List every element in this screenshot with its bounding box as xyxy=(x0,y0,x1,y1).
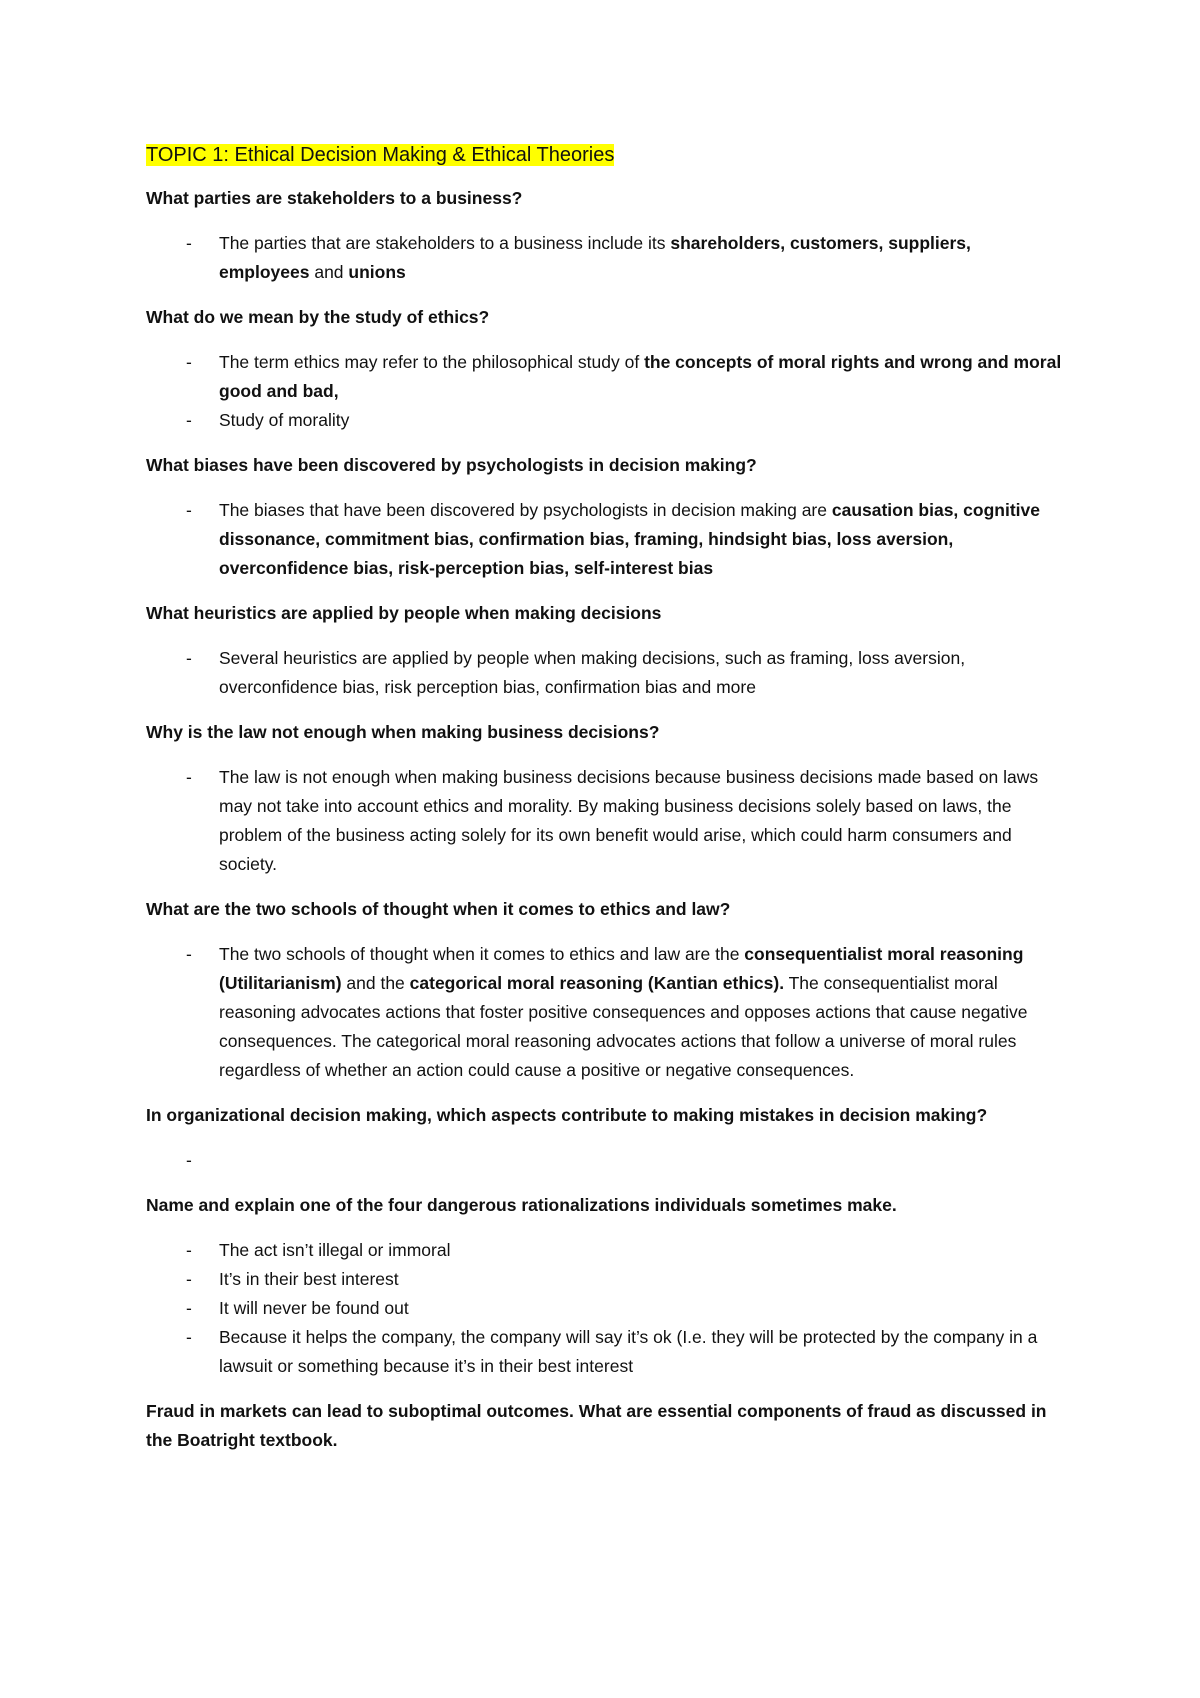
list-item xyxy=(146,1146,1066,1175)
dash-bullet: - xyxy=(186,500,192,520)
dash-bullet: - xyxy=(186,1240,192,1260)
answer-bold-text: shareholders, customers, suppliers, employees xyxy=(219,233,971,282)
answer-bold-text: consequentialist moral reasoning (Utilitarianism) xyxy=(219,944,1024,993)
list-item xyxy=(146,1323,1066,1381)
dash-bullet: - xyxy=(186,1150,192,1170)
question-biases: What biases have been discovered by psychologists in decision making? xyxy=(146,455,757,475)
topic-title-highlight: TOPIC 1: Ethical Decision Making & Ethical Theories xyxy=(146,144,615,166)
list-item xyxy=(146,763,1066,879)
document-page xyxy=(146,140,1066,1471)
answer-text: It will never be found out xyxy=(219,1298,409,1318)
answer-text: The term ethics may refer to the philosophical study of xyxy=(219,352,645,372)
answer-text: Because it helps the company, the company will say it’s ok (I.e. they will be protected by the company in a lawsuit or something because it’s in their best interest xyxy=(219,1327,1038,1376)
list-item xyxy=(146,406,1066,435)
dash-bullet: - xyxy=(186,1327,192,1347)
list-item xyxy=(146,1294,1066,1323)
answer-bold-text: causation bias, cognitive dissonance, commitment bias, confirmation bias, framing, hindsight bias, loss aversion, overconfidence bias, risk-perception bias, self-interest bias xyxy=(219,500,1040,578)
answer-list-heuristics xyxy=(146,644,1066,702)
dash-bullet: - xyxy=(186,233,192,253)
dash-bullet: - xyxy=(186,1269,192,1289)
list-item xyxy=(146,644,1066,702)
answer-text: It’s in their best interest xyxy=(219,1269,399,1289)
dash-bullet: - xyxy=(186,1298,192,1318)
question-stakeholders: What parties are stakeholders to a business? xyxy=(146,188,523,208)
dash-bullet: - xyxy=(186,944,192,964)
list-item xyxy=(146,1265,1066,1294)
list-item xyxy=(146,229,1066,287)
question-ethics-study: What do we mean by the study of ethics? xyxy=(146,307,490,327)
question-schools-of-thought: What are the two schools of thought when it comes to ethics and law? xyxy=(146,899,731,919)
answer-bold-text: categorical moral reasoning (Kantian ethics). xyxy=(409,973,785,993)
answer-text: The two schools of thought when it comes to ethics and law are the xyxy=(219,944,745,964)
dash-bullet: - xyxy=(186,352,192,372)
question-law-not-enough: Why is the law not enough when making business decisions? xyxy=(146,722,660,742)
dash-bullet: - xyxy=(186,648,192,668)
list-item xyxy=(146,496,1066,583)
dash-bullet: - xyxy=(186,410,192,430)
answer-list-schools-of-thought xyxy=(146,940,1066,1085)
answer-list-organizational-mistakes xyxy=(146,1146,1066,1175)
answer-text: The law is not enough when making business decisions because business decisions made based on laws may not take into account ethics and morality. By making business decisions solely based on laws, the problem of the business acting solely for its own benefit would arise, which could harm consumers and society. xyxy=(219,767,1039,874)
answer-list-law-not-enough xyxy=(146,763,1066,879)
answer-list-biases xyxy=(146,496,1066,583)
answer-list-stakeholders xyxy=(146,229,1066,287)
answer-bold-text: unions xyxy=(348,262,406,282)
list-item xyxy=(146,348,1066,406)
answer-text: The biases that have been discovered by psychologists in decision making are xyxy=(219,500,832,520)
answer-text: The parties that are stakeholders to a business include its xyxy=(219,233,671,253)
dash-bullet: - xyxy=(186,767,192,787)
answer-text: and the xyxy=(341,973,410,993)
topic-title xyxy=(146,140,1066,170)
question-fraud-components: Fraud in markets can lead to suboptimal outcomes. What are essential components of fraud as discussed in the Boatright textbook. xyxy=(146,1401,1047,1450)
answer-text: and xyxy=(309,262,349,282)
list-item xyxy=(146,940,1066,1085)
question-organizational-mistakes: In organizational decision making, which aspects contribute to making mistakes in decision making? xyxy=(146,1105,988,1125)
answer-list-ethics-study xyxy=(146,348,1066,435)
answer-text: Study of morality xyxy=(219,410,350,430)
answer-list-rationalizations xyxy=(146,1236,1066,1381)
answer-text: The consequentialist moral reasoning advocates actions that foster positive consequences and opposes actions that cause negative consequences. The categorical moral reasoning advocates actions that follow a universe of moral rules regardless of whether an action could cause a positive or negative consequences. xyxy=(219,973,1028,1080)
question-heuristics: What heuristics are applied by people when making decisions xyxy=(146,603,662,623)
answer-text: Several heuristics are applied by people when making decisions, such as framing, loss aversion, overconfidence bias, risk perception bias, confirmation bias and more xyxy=(219,648,966,697)
answer-bold-text: the concepts of moral rights and wrong and moral good and bad, xyxy=(219,352,1062,401)
question-rationalizations: Name and explain one of the four dangerous rationalizations individuals sometimes make. xyxy=(146,1195,897,1215)
answer-text: The act isn’t illegal or immoral xyxy=(219,1240,451,1260)
list-item xyxy=(146,1236,1066,1265)
